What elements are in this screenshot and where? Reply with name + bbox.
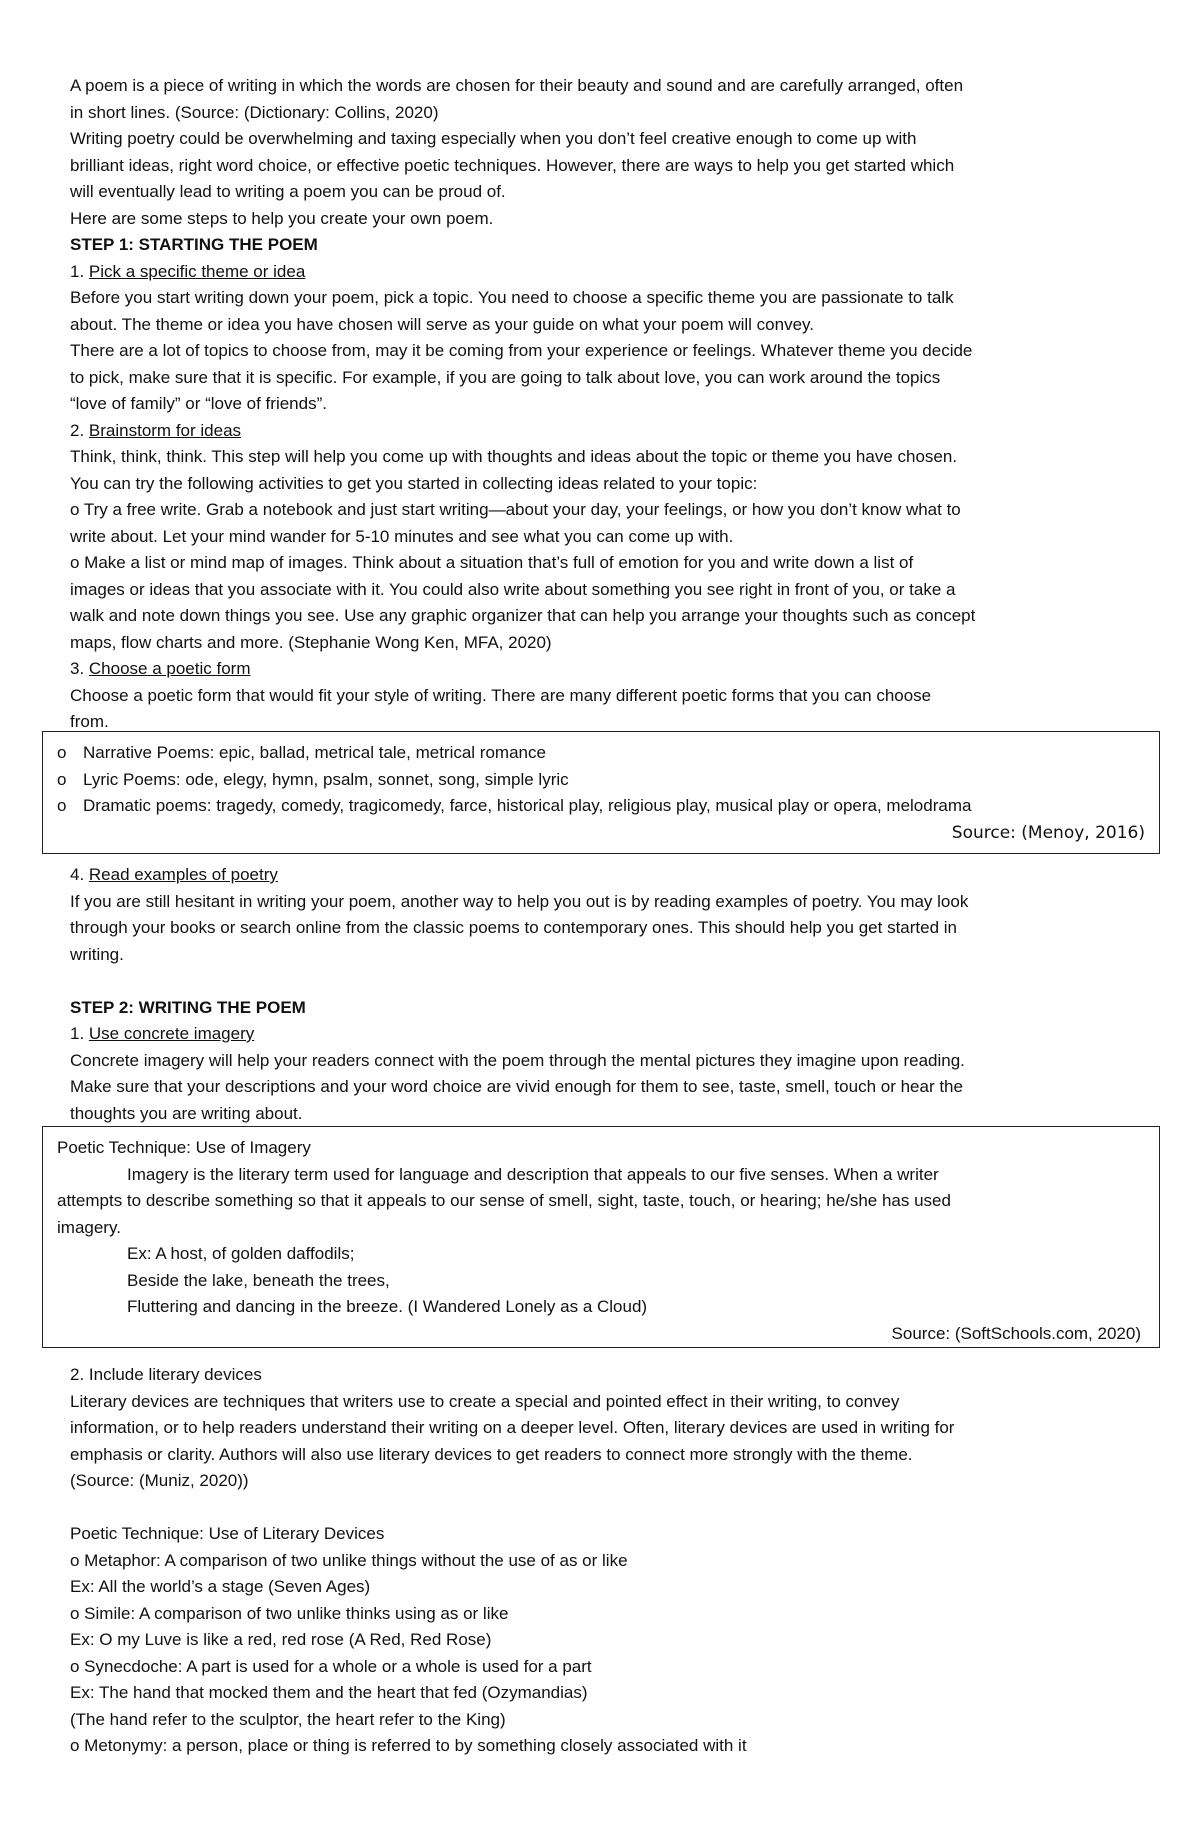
imagery-example-line: Beside the lake, beneath the trees, <box>127 1270 390 1290</box>
imagery-box-title: Poetic Technique: Use of Imagery <box>57 1138 311 1157</box>
imagery-definition-line: imagery. <box>57 1217 121 1237</box>
step1-item1-line: to pick, make sure that it is specific. For example, if you are going to talk about love, you can work around the topics <box>70 367 941 387</box>
item-title: Read examples of poetry <box>88 865 278 884</box>
step1-item2-line: write about. Let your mind wander for 5-10 minutes and see what you can come up with. <box>70 526 734 546</box>
step1-item2-line: You can try the following activities to get you started in collecting ideas related to your topic: <box>70 473 758 493</box>
item-title: Use concrete imagery <box>88 1024 255 1043</box>
form-list-text: Lyric Poems: ode, elegy, hymn, psalm, sonnet, song, simple lyric <box>83 769 569 789</box>
form-list-item <box>57 740 1147 767</box>
form-list-text: Narrative Poems: epic, ballad, metrical tale, metrical romance <box>83 743 546 762</box>
device-line: Ex: O my Luve is like a red, red rose (A Red, Red Rose) <box>70 1630 492 1649</box>
bullet-icon: o <box>57 796 67 815</box>
step2-item2-heading: 2. Include literary devices <box>70 1365 262 1384</box>
form-list-item <box>57 767 1147 794</box>
item-number: 1. <box>70 1024 89 1043</box>
poetic-forms-box <box>42 731 1160 854</box>
device-line: o Synecdoche: A part is used for a whole or a whole is used for a part <box>70 1656 592 1676</box>
item-title: Brainstorm for ideas <box>88 420 242 440</box>
step1-item2-line: images or ideas that you associate with it. You could also write about something you see right in front of you, or take a <box>70 579 956 599</box>
imagery-definition-line: Imagery is the literary term used for language and description that appeals to our five senses. When a writer <box>127 1164 939 1184</box>
step1-item2-line: walk and note down things you see. Use any graphic organizer that can help you arrange your thoughts such as concept <box>70 606 976 625</box>
step1-item3-heading <box>70 656 1130 683</box>
step1-item1-line: “love of family” or “love of friends”. <box>70 394 327 413</box>
step1-item2-line: maps, flow charts and more. (Stephanie Wong Ken, MFA, 2020) <box>70 632 552 652</box>
step1-item2-line: Think, think, think. This step will help you come up with thoughts and ideas about the topic or theme you have chosen. <box>70 447 958 466</box>
step2-item2-line: Literary devices are techniques that writers use to create a special and pointed effect in their writing, to convey <box>70 1391 900 1411</box>
step1-item1-line: about. The theme or idea you have chosen will serve as your guide on what your poem will convey. <box>70 314 815 334</box>
bullet-icon: o <box>57 769 67 789</box>
device-line: Ex: All the world’s a stage (Seven Ages) <box>70 1577 371 1596</box>
device-line: o Metaphor: A comparison of two unlike things without the use of as or like <box>70 1550 628 1570</box>
step1-item4-line: through your books or search online from the classic poems to contemporary ones. This should help you get started in <box>70 918 957 937</box>
step1-item3-line: from. <box>70 712 109 731</box>
device-line: o Metonymy: a person, place or thing is referred to by something closely associated with it <box>70 1736 747 1755</box>
imagery-technique-box <box>42 1126 1160 1348</box>
step1-item3-line: Choose a poetic form that would fit your style of writing. There are many different poetic forms that you can choose <box>70 685 932 705</box>
intro-line: brilliant ideas, right word choice, or effective poetic techniques. However, there are ways to help you get started which <box>70 155 955 175</box>
step1-item4-line: If you are still hesitant in writing your poem, another way to help you out is by reading examples of poetry. You may look <box>70 891 969 911</box>
form-list-item <box>57 793 1147 820</box>
intro-paragraph <box>70 73 1130 736</box>
intro-line: in short lines. (Source: (Dictionary: Collins, 2020) <box>70 102 439 122</box>
step1-item1-heading <box>70 259 1130 286</box>
item-number: 1. <box>70 261 89 281</box>
device-line: (The hand refer to the sculptor, the heart refer to the King) <box>70 1709 506 1729</box>
step2-item2-line: (Source: (Muniz, 2020)) <box>70 1471 249 1490</box>
step1-heading: STEP 1: STARTING THE POEM <box>70 235 318 254</box>
item-number: 4. <box>70 865 89 884</box>
step1-item1-line: There are a lot of topics to choose from, may it be coming from your experience or feelings. Whatever theme you decide <box>70 341 973 360</box>
step1-item2-line: o Try a free write. Grab a notebook and just start writing—about your day, your feelings, or how you don’t know what to <box>70 500 961 519</box>
step2-heading: STEP 2: WRITING THE POEM <box>70 997 306 1017</box>
step1-item4 <box>70 862 1130 1127</box>
item-number: 2. <box>70 420 89 440</box>
form-list-text: Dramatic poems: tragedy, comedy, tragicomedy, farce, historical play, religious play, musical play or opera, melodrama <box>83 796 972 815</box>
item-title: Choose a poetic form <box>88 659 251 678</box>
item-number: 3. <box>70 659 89 678</box>
step1-item1-line: Before you start writing down your poem, pick a topic. You need to choose a specific theme you are passionate to talk <box>70 288 954 307</box>
devices-title: Poetic Technique: Use of Literary Devices <box>70 1524 385 1543</box>
intro-line: Writing poetry could be overwhelming and taxing especially when you don’t feel creative enough to come up with <box>70 129 917 148</box>
step1-item4-heading <box>70 862 1130 889</box>
step2-item1-line: thoughts you are writing about. <box>70 1103 303 1123</box>
imagery-definition-line: attempts to describe something so that it appeals to our sense of smell, sight, taste, touch, or hearing; he/she has used <box>57 1191 951 1210</box>
step2-item2 <box>70 1362 1130 1760</box>
item-title: Pick a specific theme or idea <box>88 261 306 281</box>
forms-source: Source: (Menoy, 2016) <box>951 822 1145 843</box>
step2-item2-line: emphasis or clarity. Authors will also use literary devices to get readers to connect more strongly with the theme. <box>70 1444 913 1464</box>
device-line: Ex: The hand that mocked them and the heart that fed (Ozymandias) <box>70 1683 588 1702</box>
intro-line: will eventually lead to writing a poem you can be proud of. <box>70 182 506 201</box>
intro-line: A poem is a piece of writing in which the words are chosen for their beauty and sound and are carefully arranged, often <box>70 76 964 95</box>
step1-item4-line: writing. <box>70 944 124 964</box>
step2-item1-line: Make sure that your descriptions and your word choice are vivid enough for them to see, taste, smell, touch or hear the <box>70 1077 963 1096</box>
imagery-source: Source: (SoftSchools.com, 2020) <box>891 1323 1141 1343</box>
step2-item1-heading <box>70 1021 1130 1048</box>
step2-item1-line: Concrete imagery will help your readers connect with the poem through the mental pictures they imagine upon reading. <box>70 1050 965 1070</box>
step1-item2-heading <box>70 418 1130 445</box>
bullet-icon: o <box>57 743 67 762</box>
step2-item2-line: information, or to help readers understand their writing on a deeper level. Often, literary devices are used in writing for <box>70 1418 955 1437</box>
imagery-example-line: Ex: A host, of golden daffodils; <box>127 1244 355 1263</box>
intro-line: Here are some steps to help you create your own poem. <box>70 208 494 228</box>
device-line: o Simile: A comparison of two unlike thinks using as or like <box>70 1603 509 1623</box>
step1-item2-line: o Make a list or mind map of images. Think about a situation that’s full of emotion for you and write down a list of <box>70 553 914 572</box>
imagery-example-line: Fluttering and dancing in the breeze. (I Wandered Lonely as a Cloud) <box>127 1297 648 1316</box>
